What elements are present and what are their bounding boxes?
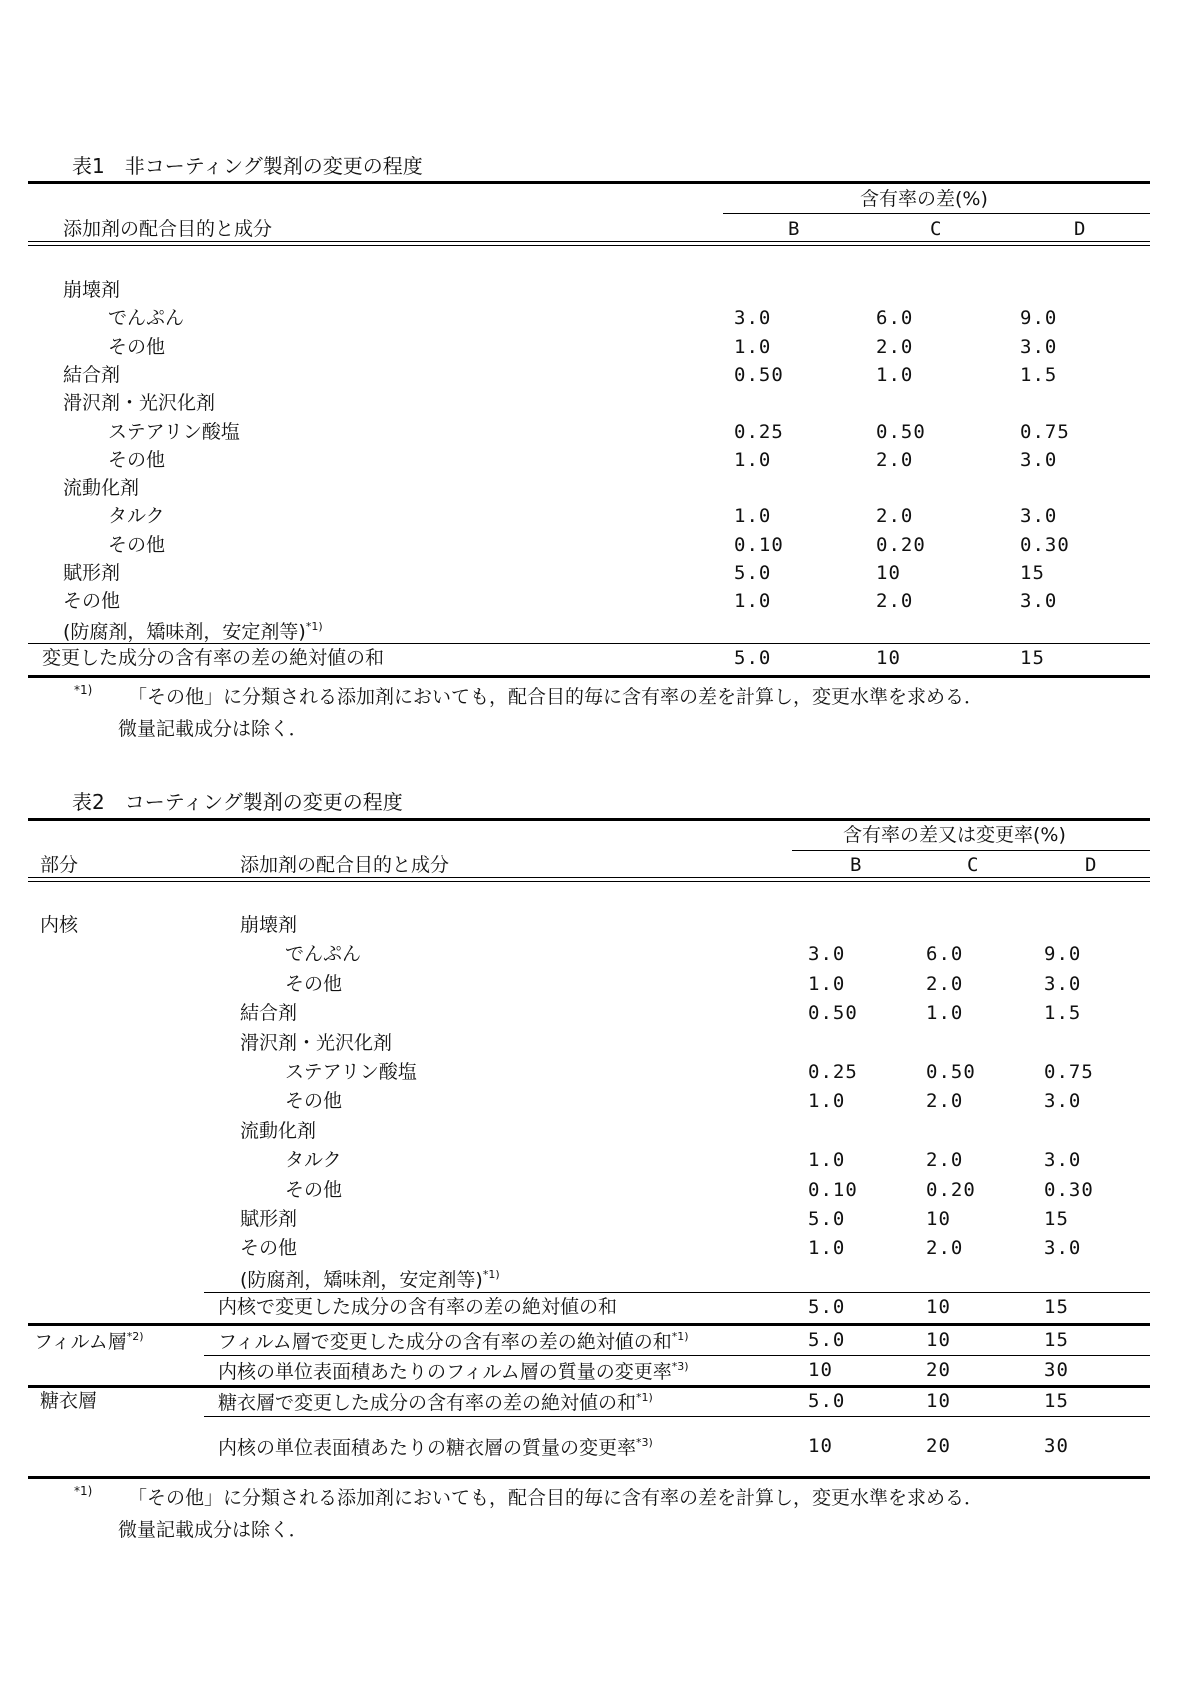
table-cell-b: 3.0: [734, 307, 772, 330]
table-cell-d: 1.5: [1044, 1002, 1082, 1025]
row-label-text: 流動化剤: [63, 477, 140, 500]
table2-part-film: [34, 1331, 144, 1352]
table2-group-rule: [792, 850, 1150, 851]
table-row-label: [285, 1151, 342, 1170]
table1-total-d: 15: [1020, 647, 1045, 669]
table-cell-c: 2.0: [926, 972, 964, 995]
row-label-text: 結合剤: [240, 1002, 298, 1025]
sugar-row-2-c: 20: [926, 1435, 951, 1457]
table1-header-rule-1: [28, 241, 1150, 242]
table-cell-d: 15: [1020, 562, 1045, 584]
table-row-label: [63, 621, 323, 642]
table-cell-c: 2.0: [876, 448, 914, 471]
table2-film-rule: [28, 1323, 1150, 1326]
row-label-text: その他: [108, 533, 166, 556]
part-film-sup: *2): [126, 1330, 144, 1343]
table-cell-b: 0.50: [808, 1002, 858, 1025]
table-cell-c: 0.20: [926, 1178, 976, 1201]
table-cell-c: 0.50: [876, 420, 926, 443]
row-label-text: ステアリン酸塩: [285, 1061, 417, 1083]
table2-film-row-2: [218, 1361, 689, 1382]
table-cell-d: 0.75: [1020, 420, 1070, 443]
film-row-1-b: 5.0: [808, 1329, 846, 1351]
row-label-text: その他: [285, 1090, 343, 1113]
table2-col-c: C: [967, 854, 980, 876]
table-cell-b: 0.25: [808, 1061, 858, 1083]
table1-col-b: B: [788, 218, 801, 240]
table-cell-c: 2.0: [926, 1237, 964, 1260]
row-label-text: でんぷん: [285, 943, 362, 966]
row-label-text: 結合剤: [63, 363, 121, 386]
table-cell-c: 0.50: [926, 1061, 976, 1083]
table-cell-c: 2.0: [876, 590, 914, 613]
film-row-1-label: フィルム層で変更した成分の含有率の差の絶対値の和: [218, 1331, 672, 1353]
table-row-label: [108, 533, 166, 556]
film-row-1-sup: *1): [671, 1330, 689, 1343]
table-row-label: [240, 1210, 297, 1229]
table-cell-b: 0.10: [734, 533, 784, 556]
table-cell-c: 6.0: [926, 943, 964, 966]
table1-row-header: 添加剤の配合目的と成分: [63, 218, 273, 240]
table-cell-d: 3.0: [1020, 448, 1058, 471]
table2-header-rule-1: [28, 877, 1150, 878]
table-cell-b: 0.25: [734, 420, 784, 443]
table2-col-d: D: [1085, 854, 1098, 876]
row-label-text: その他: [108, 448, 166, 471]
row-label-text: タルク: [285, 1149, 342, 1172]
table-row-label: [285, 972, 343, 995]
row-label-text: その他: [63, 590, 121, 613]
table2-sugar-row-1: [218, 1392, 653, 1413]
table-cell-b: 1.0: [734, 335, 772, 358]
table-cell-d: 0.30: [1020, 533, 1070, 556]
table-cell-c: 1.0: [876, 363, 914, 386]
row-label-text: 流動化剤: [240, 1119, 317, 1142]
table1-col-c: C: [930, 218, 943, 240]
table-cell-b: 0.50: [734, 363, 784, 386]
table1-group-rule: [723, 213, 1150, 214]
row-label-text: ステアリン酸塩: [108, 420, 240, 443]
table-cell-d: 3.0: [1044, 1149, 1082, 1172]
table-row-label: [108, 309, 184, 328]
table-cell-c: 6.0: [876, 307, 914, 330]
table-cell-d: 0.30: [1044, 1178, 1094, 1201]
table-row-label: [63, 564, 120, 583]
table-row-label: [240, 1239, 297, 1258]
row-label-text: その他: [240, 1237, 298, 1260]
table2-sugar-rule: [28, 1385, 1150, 1388]
table-row-label: [285, 1063, 417, 1082]
table2-core-total-d: 15: [1044, 1296, 1069, 1318]
table1-caption: 表1 非コーティング製剤の変更の程度: [72, 154, 423, 178]
table-row-label: [240, 916, 297, 935]
table-row-label: [108, 507, 165, 526]
row-label-text: タルク: [108, 505, 165, 528]
table2-footnote-line2: 微量記載成分は除く．: [118, 1519, 308, 1541]
film-row-1-c: 10: [926, 1329, 951, 1351]
table1-header-rule-2: [28, 245, 1150, 246]
table2-header-rule-2: [28, 881, 1150, 882]
table-cell-b: 1.0: [808, 1237, 846, 1260]
film-row-1-d: 15: [1044, 1329, 1069, 1351]
table-row-label: [285, 945, 361, 964]
row-label-text: 崩壊剤: [63, 279, 121, 301]
table-row-label: [63, 394, 215, 413]
table-cell-d: 3.0: [1020, 590, 1058, 613]
table-row-label: [240, 1004, 297, 1023]
table-row-label: [285, 1178, 343, 1201]
row-label-text: (防腐剤，矯味剤，安定剤等): [240, 1268, 483, 1291]
row-label-text: その他: [108, 335, 166, 358]
row-label-text: 崩壊剤: [240, 914, 298, 936]
table2-footnote-line1: 「その他」に分類される添加剤においても，配合目的毎に含有率の差を計算し，変更水準を求める．: [128, 1487, 984, 1509]
table-cell-d: 3.0: [1044, 972, 1082, 995]
table2-bottom-rule: [28, 1476, 1150, 1479]
sugar-row-2-sup: *3): [636, 1436, 653, 1449]
part-film-label: フィルム層: [34, 1331, 127, 1353]
table-cell-d: 9.0: [1020, 307, 1058, 330]
table2-core-total-label: 内核で変更した成分の含有率の差の絶対値の和: [218, 1296, 618, 1318]
row-label-text: (防腐剤，矯味剤，安定剤等): [63, 620, 306, 643]
table1-total-label: 変更した成分の含有率の差の絶対値の和: [42, 647, 385, 669]
table-cell-c: 0.20: [876, 533, 926, 556]
table-row-label: [108, 335, 166, 358]
table1-footnote-mark: *1): [74, 683, 93, 697]
table2-col-b: B: [850, 854, 863, 876]
table2-part-header: 部分: [40, 854, 79, 876]
table-cell-b: 1.0: [808, 1149, 846, 1172]
footnote-ref: *1): [482, 1267, 500, 1281]
table-cell-d: 3.0: [1044, 1237, 1082, 1260]
table2-core-total-rule: [204, 1292, 1150, 1293]
table2-sugar-mid-rule: [204, 1416, 1150, 1417]
table-row-label: [63, 592, 120, 611]
sugar-row-1-sup: *1): [636, 1391, 653, 1404]
table-cell-b: 5.0: [734, 562, 772, 584]
table2-footnote-mark: *1): [74, 1484, 93, 1498]
table-row-label: [63, 479, 139, 498]
table-cell-b: 5.0: [808, 1208, 846, 1230]
table2-core-total-c: 10: [926, 1296, 951, 1318]
row-label-text: 滑沢剤・光沢化剤: [240, 1031, 393, 1054]
table-row-label: [285, 1092, 342, 1111]
table-cell-c: 2.0: [876, 335, 914, 358]
film-row-2-label: 内核の単位表面積あたりのフィルム層の質量の変更率: [218, 1361, 672, 1383]
sugar-row-2-d: 30: [1044, 1435, 1069, 1457]
table2-group-header: 含有率の差又は変更率(%): [843, 824, 1066, 846]
table1-col-d: D: [1074, 218, 1087, 240]
table-cell-d: 3.0: [1044, 1090, 1082, 1113]
sugar-row-1-d: 15: [1044, 1390, 1069, 1412]
table2-sugar-row-2: [218, 1437, 653, 1458]
row-label-text: その他: [285, 1178, 343, 1201]
table-cell-b: 1.0: [808, 972, 846, 995]
table1-group-header: 含有率の差(%): [860, 188, 988, 210]
table-row-label: [63, 281, 120, 300]
table2-film-row-1: [218, 1331, 689, 1352]
table-cell-c: 2.0: [926, 1149, 964, 1172]
table-cell-d: 15: [1044, 1208, 1069, 1230]
row-label-text: その他: [285, 972, 343, 995]
table2-core-total-b: 5.0: [808, 1296, 846, 1318]
row-label-text: 賦形剤: [240, 1208, 298, 1230]
table1-total-b: 5.0: [734, 647, 772, 669]
table2-part-sugar: 糖衣層: [40, 1390, 98, 1412]
table-cell-b: 1.0: [734, 505, 772, 528]
row-label-text: 賦形剤: [63, 562, 121, 584]
table-row-label: [240, 1119, 317, 1142]
sugar-row-1-b: 5.0: [808, 1390, 846, 1412]
table-cell-b: 0.10: [808, 1178, 858, 1201]
film-row-2-sup: *3): [671, 1360, 689, 1373]
table2-top-rule: [28, 818, 1150, 821]
table-cell-b: 1.0: [808, 1090, 846, 1113]
table-cell-c: 2.0: [926, 1090, 964, 1113]
table-cell-c: 10: [876, 562, 901, 584]
table-cell-d: 9.0: [1044, 943, 1082, 966]
table-row-label: [240, 1269, 500, 1290]
sugar-row-1-label: 糖衣層で変更した成分の含有率の差の絶対値の和: [218, 1392, 637, 1414]
table-cell-d: 1.5: [1020, 363, 1058, 386]
table-cell-c: 10: [926, 1208, 951, 1230]
row-label-text: 滑沢剤・光沢化剤: [63, 392, 216, 415]
table1-total-rule: [28, 643, 1150, 644]
table-cell-b: 1.0: [734, 448, 772, 471]
table1-footnote-line1: 「その他」に分類される添加剤においても，配合目的毎に含有率の差を計算し，変更水準を求める．: [128, 686, 984, 708]
footnote-ref: *1): [305, 619, 323, 633]
table2-caption: 表2 コーティング製剤の変更の程度: [72, 790, 403, 814]
table2-row-header: 添加剤の配合目的と成分: [240, 854, 450, 876]
row-label-text: でんぷん: [108, 307, 185, 330]
table-cell-b: 3.0: [808, 943, 846, 966]
table-row-label: [240, 1031, 393, 1054]
sugar-row-1-c: 10: [926, 1390, 951, 1412]
table-cell-c: 1.0: [926, 1002, 964, 1025]
table-row-label: [108, 448, 166, 471]
table-cell-d: 3.0: [1020, 335, 1058, 358]
film-row-2-d: 30: [1044, 1359, 1069, 1381]
sugar-row-2-label: 内核の単位表面積あたりの糖衣層の質量の変更率: [218, 1437, 637, 1459]
table-cell-b: 1.0: [734, 590, 772, 613]
table-cell-c: 2.0: [876, 505, 914, 528]
table-cell-d: 0.75: [1044, 1061, 1094, 1083]
table-row-label: [63, 363, 121, 386]
film-row-2-b: 10: [808, 1359, 833, 1381]
table1-bottom-rule: [28, 675, 1150, 678]
table2-film-mid-rule: [204, 1355, 1150, 1356]
sugar-row-2-b: 10: [808, 1435, 833, 1457]
table1-footnote-line2: 微量記載成分は除く．: [118, 718, 308, 740]
table-row-label: [108, 420, 240, 443]
table1-top-rule: [28, 181, 1150, 184]
table2-part-core: 内核: [40, 914, 79, 936]
table1-total-c: 10: [876, 647, 901, 669]
table-cell-d: 3.0: [1020, 505, 1058, 528]
film-row-2-c: 20: [926, 1359, 951, 1381]
